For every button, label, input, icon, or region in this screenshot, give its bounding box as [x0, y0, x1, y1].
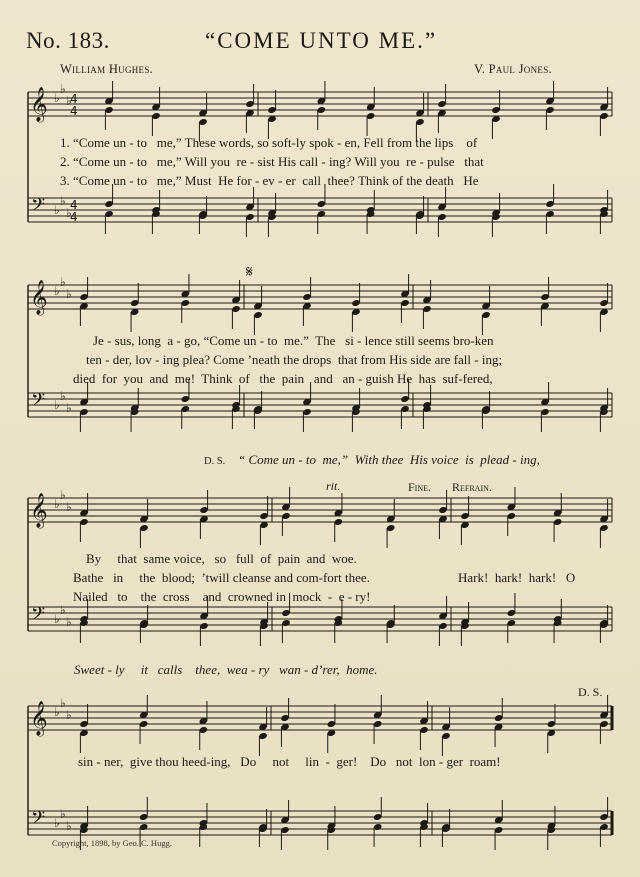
flat-sign-icon: ♭ — [66, 401, 72, 415]
treble-clef-icon: 𝄞 — [30, 701, 48, 736]
flat-sign-icon: ♭ — [66, 615, 72, 629]
bass-clef-icon: 𝄢 — [31, 604, 46, 629]
treble-clef-icon: 𝄞 — [30, 87, 48, 122]
bass-clef-icon: 𝄢 — [31, 808, 46, 833]
flat-sign-icon: ♭ — [60, 194, 66, 208]
time-signature: 4 — [70, 104, 78, 118]
bass-clef-icon: 𝄢 — [31, 390, 46, 415]
flat-sign-icon: ♭ — [60, 82, 66, 96]
system1-verse1: 1. “Come un - to me,” These words, so soft-ly spok - en, Fell from the lips of — [60, 135, 478, 150]
system1-verse2: 2. “Come un - to me,” Will you re - sist His call - ing? Will you re - pulse that — [60, 154, 484, 169]
hymn-title: “COME UNTO ME.” — [205, 28, 438, 53]
refrain-lyric: Hark! hark! hark! O — [458, 570, 576, 585]
flat-sign-icon: ♭ — [66, 500, 72, 514]
ds-lyric: “ Come un - to me,” With thee His voice is plead - ing, — [238, 452, 540, 467]
flat-sign-icon: ♭ — [54, 398, 60, 412]
treble-clef-icon: 𝄞 — [30, 280, 48, 315]
system2-verse1: Je - sus, long a - go, “Come un - to me.” The si - lence still seems bro-ken — [93, 333, 494, 348]
system4-lyric: sin - ner, give thou heed-ing, Do not lin - ger! Do not lon - ger roam! — [78, 754, 501, 769]
flat-sign-icon: ♭ — [66, 287, 72, 301]
flat-sign-icon: ♭ — [54, 612, 60, 626]
time-signature: 4 — [70, 198, 78, 212]
flat-sign-icon: ♭ — [60, 807, 66, 821]
system3-bottom-lyric: Sweet - ly it calls thee, wea - ry wan - d’rer, home. — [74, 662, 378, 677]
time-signature: 4 — [70, 210, 78, 224]
flat-sign-icon: ♭ — [66, 708, 72, 722]
segno-sign: 𝄋 — [246, 264, 253, 281]
flat-sign-icon: ♭ — [60, 275, 66, 289]
composer-credit: V. Paul Jones. — [474, 62, 552, 76]
time-signature: 4 — [70, 92, 78, 106]
system3-verse2: Bathe in the blood; ’twill cleanse and com-fort thee. — [73, 570, 370, 585]
ds-label: D. S. — [204, 456, 226, 467]
system2-verse2: ten - der, lov - ing plea? Come ’neath the drops that from His side are fall - ing; — [86, 352, 503, 367]
flat-sign-icon: ♭ — [60, 488, 66, 502]
flat-sign-icon: ♭ — [54, 816, 60, 830]
flat-sign-icon: ♭ — [54, 705, 60, 719]
treble-clef-icon: 𝄞 — [30, 493, 48, 528]
flat-sign-icon: ♭ — [66, 206, 72, 220]
refrain-mark: Refrain. — [452, 480, 492, 494]
system2-verse3: died for you and me! Think of the pain and an - guish He has suf-fered, — [73, 371, 493, 386]
bass-clef-icon: 𝄢 — [31, 195, 46, 220]
author-credit: William Hughes. — [60, 62, 154, 76]
system3-verse1: By that same voice, so full of pain and woe. — [86, 551, 357, 566]
hymn-number: No. 183. — [26, 28, 110, 53]
flat-sign-icon: ♭ — [66, 819, 72, 833]
flat-sign-icon: ♭ — [66, 94, 72, 108]
system1-verse3: 3. “Come un - to me,” Must He for - ev - er call thee? Think of the death He — [60, 173, 479, 188]
ritardando-mark: rit. — [326, 479, 341, 493]
copyright-notice: Copyright, 1898, by Geo. C. Hugg. — [52, 838, 172, 848]
flat-sign-icon: ♭ — [54, 203, 60, 217]
flat-sign-icon: ♭ — [60, 389, 66, 403]
flat-sign-icon: ♭ — [54, 91, 60, 105]
flat-sign-icon: ♭ — [60, 603, 66, 617]
flat-sign-icon: ♭ — [54, 497, 60, 511]
ds-end-mark: D. S. — [578, 685, 603, 699]
flat-sign-icon: ♭ — [54, 284, 60, 298]
flat-sign-icon: ♭ — [60, 696, 66, 710]
fine-mark: Fine. — [408, 480, 432, 494]
system3-verse3: Nailed to the cross and crowned in mock - e - ry! — [73, 589, 371, 604]
